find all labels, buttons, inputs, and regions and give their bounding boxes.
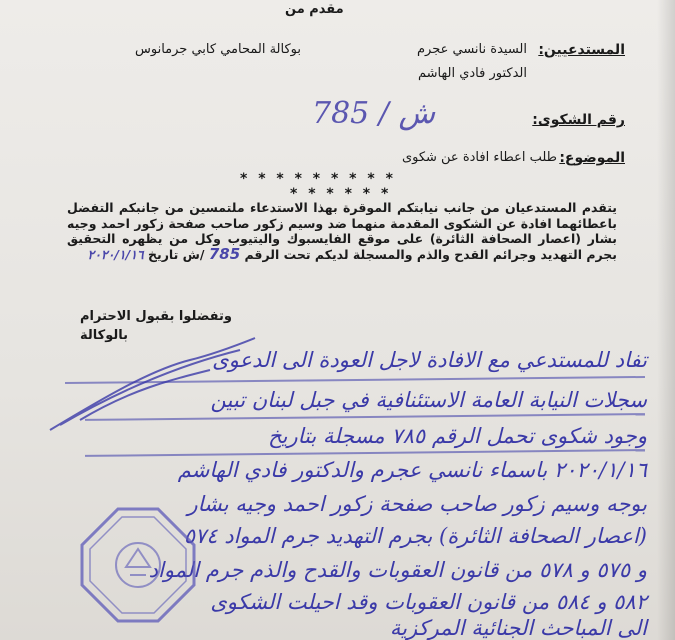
handwritten-line-6: (اعصار الصحافة الثائرة) بجرم التهديد جرم المواد ٥٧٤ — [183, 524, 647, 548]
handwritten-line-8: ٥٨٢ و ٥٨٤ من قانون العقوبات وقد احيلت الشكوى — [210, 590, 647, 614]
separator-stars-1: * * * * * * * * * — [240, 171, 396, 187]
request-body-text: يتقدم المستدعيان من جانب نيابتكم الموقرة بهذا الاستدعاء ملتمسين من جانبكم التفضل باعطائهما افادة عن الشكوى المقدمة منهما ضد وسيم زكور صاحب صفحة زكور احمد وجيه بشار (اعصار الصحافة الثائرة) على موقع الفايسبوك واليتيوب وكل من يظهره التحقيق بجرم التهديد وجرائم القدح والذم والمسجلة لديكم — [67, 200, 617, 262]
handwritten-line-1: تفاد للمستدعي مع الافادة لاجل العودة الى الدعوى — [212, 348, 647, 372]
presented-by: مقدم من — [285, 2, 344, 17]
ink-underline-3 — [85, 449, 645, 456]
handwritten-line-9: الى المباحث الجنائية المركزية — [389, 616, 647, 640]
complaint-number-handwritten: ش / 785 — [312, 96, 436, 131]
closing-thanks: وتفضلوا بقبول الاحترام — [80, 309, 232, 324]
subject-label: الموضوع: — [559, 150, 625, 166]
petitioners-label: المستدعيين: — [538, 42, 625, 58]
date-value: ٢٠٢٠/١/١٦ — [87, 246, 144, 262]
ref-label: تحت الرقم — [244, 246, 311, 262]
official-stamp — [78, 505, 198, 625]
closing-proxy: بالوكالة — [80, 328, 129, 343]
request-body — [67, 200, 617, 262]
handwritten-line-7: و ٥٧٥ و ٥٧٨ من قانون العقوبات والقدح والذم جرم المواد — [148, 558, 647, 582]
handwritten-line-4: ٢٠٢٠/١/١٦ باسماء نانسي عجرم والدكتور فادي الهاشم — [177, 458, 647, 482]
handwritten-line-5: بوجه وسيم زكور صاحب صفحة زكور احمد وجيه بشار — [187, 492, 647, 516]
petitioner-name-1: السيدة نانسي عجرم — [417, 42, 527, 57]
handwritten-line-2: سجلات النيابة العامة الاستئنافية في جبل لبنان تبين — [210, 388, 647, 412]
complaint-number-label: رقم الشكوى: — [532, 112, 625, 128]
subject-text: طلب اعطاء افادة عن شكوى — [401, 150, 557, 165]
paper-fold-shadow — [657, 0, 675, 640]
petitioner-name-2: الدكتور فادي الهاشم — [418, 66, 527, 81]
ref-number: 785 — [208, 244, 241, 263]
handwritten-line-3: وجود شكوى تحمل الرقم ٧٨٥ مسجلة بتاريخ — [268, 424, 647, 448]
date-label: /ش تاريخ — [148, 246, 205, 262]
proxy-lawyer: بوكالة المحامي كابي جرمانوس — [135, 42, 301, 57]
separator-stars-2: * * * * * * — [290, 186, 392, 202]
signature-scribble — [40, 330, 290, 440]
